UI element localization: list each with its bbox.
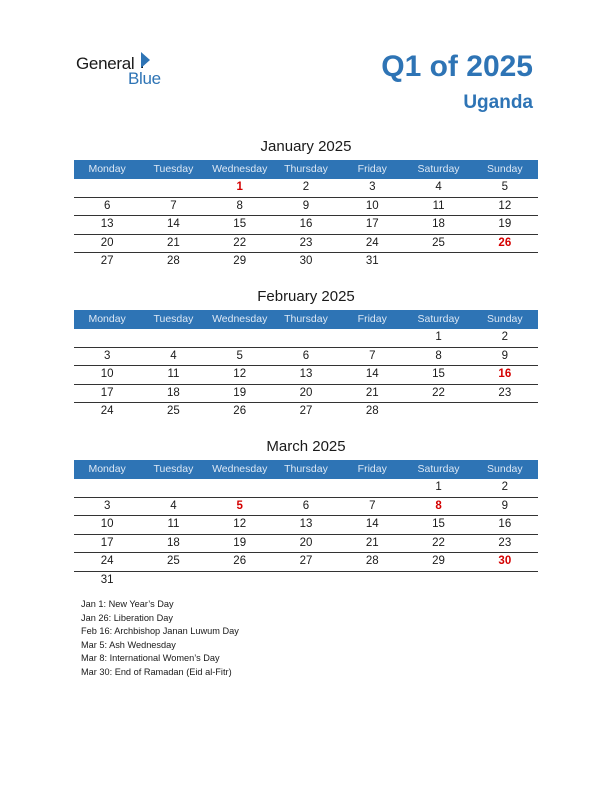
week-row [74, 235, 538, 254]
day-cell [472, 572, 538, 590]
day-cell: 27 [100, 255, 114, 267]
day-cell: 26 [233, 405, 247, 417]
weekday-label: Thursday [284, 463, 328, 475]
holiday-note: Mar 8: International Women’s Day [81, 653, 220, 663]
day-cell: 1 [435, 481, 442, 493]
day-cell: 18 [167, 386, 180, 399]
day-cell: 3 [103, 499, 111, 512]
day-cell [74, 329, 140, 347]
week-row [74, 348, 538, 367]
day-cell: 2 [501, 481, 509, 493]
week-rows [74, 479, 538, 589]
day-cell [140, 329, 206, 347]
logo [76, 52, 176, 92]
day-cell: 25 [167, 405, 180, 417]
week-rows [74, 329, 538, 421]
month-title: February 2025 [257, 288, 355, 305]
day-cell: 31 [100, 573, 114, 586]
weekday-label: Wednesday [212, 313, 268, 325]
day-cell: 10 [365, 199, 379, 212]
day-cell: 13 [100, 218, 114, 230]
holiday-note: Feb 16: Archbishop Janan Luwum Day [81, 626, 239, 636]
day-cell: 13 [299, 368, 313, 380]
day-cell [472, 253, 538, 271]
day-cell [207, 479, 273, 497]
month-calendar-february [74, 286, 538, 421]
day-cell: 21 [365, 386, 379, 399]
day-cell: 2 [501, 331, 509, 343]
week-row [74, 479, 538, 498]
day-cell: 19 [233, 536, 247, 549]
day-cell: 4 [170, 499, 177, 512]
day-cell [339, 329, 405, 347]
week-row [74, 553, 538, 572]
day-cell: 27 [299, 555, 313, 567]
day-cell: 6 [302, 349, 310, 362]
day-cell: 17 [100, 536, 114, 549]
day-cell [273, 572, 339, 590]
day-cell: 16 [498, 368, 512, 380]
day-cell: 18 [432, 218, 445, 230]
country-name: Uganda [463, 92, 533, 113]
day-cell: 8 [435, 499, 442, 512]
day-cell: 7 [170, 199, 177, 212]
day-cell: 16 [498, 518, 512, 530]
week-row [74, 572, 538, 590]
day-cell: 4 [435, 181, 442, 193]
week-rows [74, 179, 538, 271]
day-cell: 20 [299, 536, 313, 549]
day-cell: 28 [365, 555, 379, 567]
day-cell: 4 [170, 349, 177, 362]
day-cell: 12 [498, 199, 512, 212]
day-cell: 7 [369, 349, 376, 362]
weekday-label: Friday [357, 313, 387, 325]
day-cell: 29 [233, 255, 247, 267]
day-cell: 7 [369, 499, 376, 512]
day-cell: 26 [498, 236, 512, 249]
weekday-label: Monday [88, 163, 126, 175]
day-cell: 28 [167, 255, 180, 267]
day-cell: 26 [233, 555, 247, 567]
day-cell [405, 403, 471, 421]
day-cell: 24 [365, 236, 379, 249]
day-cell: 20 [100, 236, 114, 249]
holiday-note: Mar 30: End of Ramadan (Eid al-Fitr) [81, 666, 232, 677]
day-cell: 8 [435, 349, 442, 362]
day-cell: 5 [236, 499, 243, 512]
holiday-note: Jan 1: New Year’s Day [81, 599, 174, 609]
week-row [74, 498, 538, 517]
weekday-label: Wednesday [212, 463, 268, 475]
day-cell: 15 [233, 218, 247, 230]
day-cell: 24 [100, 405, 114, 417]
week-row [74, 329, 538, 348]
day-cell [140, 479, 206, 497]
day-cell [140, 179, 206, 197]
week-row [74, 198, 538, 217]
weekday-label: Tuesday [153, 463, 194, 475]
weekday-label: Sunday [487, 163, 523, 175]
week-row [74, 403, 538, 421]
day-cell [405, 572, 471, 590]
day-cell: 18 [167, 536, 180, 549]
weekday-label: Saturday [417, 313, 460, 325]
weekday-label: Tuesday [153, 313, 194, 325]
day-cell: 1 [435, 331, 442, 343]
weekday-label: Monday [88, 463, 126, 475]
day-cell: 25 [167, 555, 180, 567]
day-cell: 17 [100, 386, 114, 399]
day-cell [207, 572, 273, 590]
logo-flag-icon [141, 52, 150, 68]
day-cell: 9 [501, 349, 509, 362]
day-cell: 1 [236, 181, 243, 193]
day-cell: 22 [432, 536, 445, 549]
day-cell [140, 572, 206, 590]
weekday-label: Saturday [417, 163, 460, 175]
holiday-note: Jan 26: Liberation Day [81, 612, 173, 623]
day-cell: 8 [236, 199, 243, 212]
day-cell: 24 [100, 555, 114, 567]
day-cell: 15 [432, 518, 445, 530]
month-calendar-march [74, 436, 538, 589]
day-cell: 3 [369, 181, 376, 193]
weekday-label: Thursday [284, 163, 328, 175]
day-cell: 14 [167, 218, 180, 230]
day-cell: 23 [498, 536, 512, 549]
day-cell: 22 [233, 236, 247, 249]
day-cell: 17 [365, 218, 379, 230]
day-cell [472, 403, 538, 421]
week-row [74, 253, 538, 271]
week-row [74, 385, 538, 404]
day-cell: 28 [365, 405, 379, 417]
week-row [74, 366, 538, 385]
day-cell: 11 [167, 368, 180, 380]
day-cell: 21 [365, 536, 379, 549]
day-cell [74, 479, 140, 497]
day-cell: 11 [167, 518, 180, 530]
weekday-label: Saturday [417, 463, 460, 475]
month-title: January 2025 [260, 138, 352, 155]
day-cell [207, 329, 273, 347]
day-cell: 29 [432, 555, 445, 567]
day-cell: 16 [299, 218, 313, 230]
day-cell: 9 [302, 199, 310, 212]
month-title: March 2025 [266, 438, 346, 455]
day-cell [339, 479, 405, 497]
day-cell [405, 253, 471, 271]
weekday-label: Thursday [284, 313, 328, 325]
weekday-label: Tuesday [153, 163, 194, 175]
day-cell: 10 [100, 368, 114, 380]
day-cell: 15 [432, 368, 445, 380]
day-cell: 14 [365, 368, 379, 380]
day-cell: 27 [299, 405, 313, 417]
weekday-label: Friday [357, 163, 387, 175]
week-row [74, 216, 538, 235]
weekday-header [74, 160, 538, 179]
day-cell: 23 [299, 236, 313, 249]
day-cell: 12 [233, 518, 247, 530]
week-row [74, 179, 538, 198]
day-cell: 25 [432, 236, 445, 249]
day-cell: 10 [100, 518, 114, 530]
day-cell: 31 [365, 255, 379, 267]
day-cell: 19 [498, 218, 512, 230]
weekday-label: Sunday [487, 463, 523, 475]
weekday-label: Wednesday [212, 163, 268, 175]
day-cell: 3 [103, 349, 111, 362]
day-cell: 9 [501, 499, 509, 512]
day-cell: 20 [299, 386, 313, 399]
day-cell: 6 [103, 199, 111, 212]
weekday-label: Sunday [487, 313, 523, 325]
day-cell: 12 [233, 368, 247, 380]
day-cell: 30 [299, 255, 313, 267]
day-cell: 30 [498, 555, 512, 567]
page-title: Q1 of 2025 [381, 50, 533, 83]
holiday-notes [81, 598, 239, 679]
weekday-label: Monday [88, 313, 126, 325]
month-calendar-january [74, 136, 538, 271]
day-cell: 6 [302, 499, 310, 512]
day-cell: 14 [365, 518, 379, 530]
holiday-note: Mar 5: Ash Wednesday [81, 639, 176, 650]
day-cell: 5 [236, 349, 243, 362]
day-cell: 19 [233, 386, 247, 399]
day-cell: 22 [432, 386, 445, 399]
weekday-label: Friday [357, 463, 387, 475]
day-cell: 5 [501, 181, 509, 193]
day-cell [273, 329, 339, 347]
day-cell: 11 [432, 199, 445, 212]
day-cell: 13 [299, 518, 313, 530]
day-cell [339, 572, 405, 590]
weekday-header [74, 460, 538, 479]
week-row [74, 535, 538, 554]
logo-text-general: General [76, 54, 135, 73]
day-cell [74, 179, 140, 197]
day-cell: 23 [498, 386, 512, 399]
logo-text-blue: Blue [128, 69, 161, 88]
day-cell: 21 [167, 236, 180, 249]
week-row [74, 516, 538, 535]
weekday-header [74, 310, 538, 329]
day-cell [273, 479, 339, 497]
day-cell: 2 [302, 181, 310, 193]
